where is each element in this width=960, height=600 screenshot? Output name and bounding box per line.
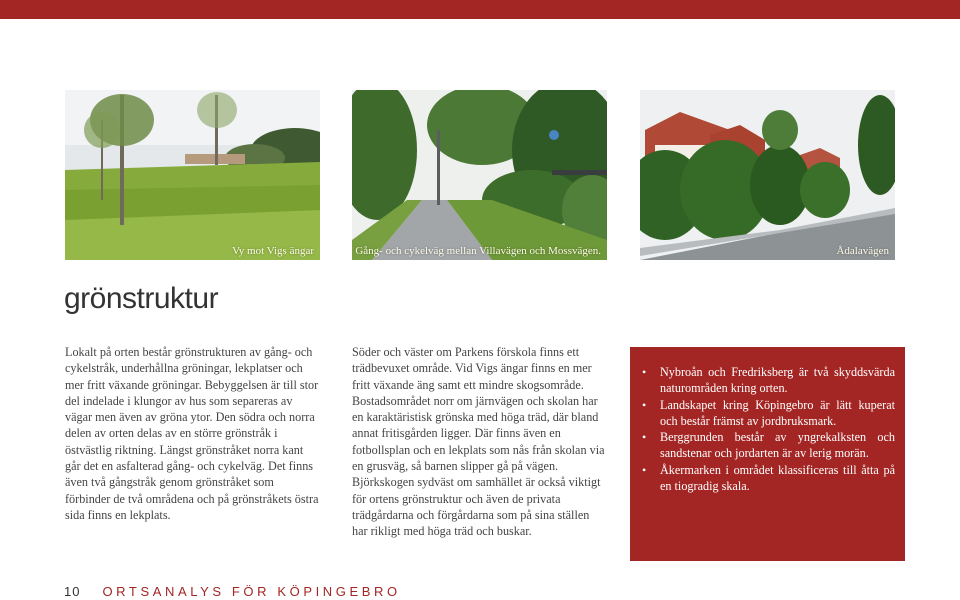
- page-footer: [64, 584, 401, 599]
- facts-item-text: Berggrunden består av yngrekalksten och sandstenar och jordarten är av lerig morän.: [660, 430, 895, 461]
- page-number: 10: [64, 584, 81, 599]
- facts-item-text: Nybroån och Fredriksberg är två skyddsvärda naturområden kring orten.: [660, 365, 895, 396]
- meadow-photo-image: [65, 90, 320, 260]
- path-photo-image: [352, 90, 607, 260]
- photo-caption: Vy mot Vigs ängar: [232, 245, 314, 257]
- facts-list-item: [642, 364, 895, 397]
- body-text-left: Lokalt på orten består grönstrukturen av gång- och cykelstråk, underhållna gröningar, lekplatser och mer fritt växande gröningar. Bebyggelsen är till stor del indelade i klungor av hus som separeras av vägar men även av gröna ytor. Den södra och norra delen av orten delas av en större grönstråk i östvästlig riktning. Längst grönstråket norra kant går det en asfalterad gång- och cykelväg. Det finns även två gångstråk genom grönstråket som förbinder de två områdena och på grönstråkets östra sida finns en lekplats.: [65, 345, 319, 522]
- bullet-icon: •: [642, 365, 647, 379]
- body-text-middle: Söder och väster om Parkens förskola finns ett trädbevuxet område. Vid Vigs ängar finns en mer fritt växande äng samt ett mindre skogsområde. Bostadsområdet norr om järnvägen och skolan har en karaktäristisk grönska med höga träd, där bland annat fritisgården ligger. Där finns även en fotbollsplan och en lekplats som nås från skolan via en grusväg, så barnen slipper gå på vägen. Björkskogen sydväst om samhället är också viktigt för ortens grönstruktur och även de privata trädgårdarna och förgårdarna som på sina ställen har rikligt med höga träd och buskar.: [352, 345, 605, 539]
- photo-gang-cykelvag: [352, 90, 607, 260]
- photo-caption: Ådalavägen: [836, 245, 889, 257]
- top-accent-bar: [0, 0, 960, 19]
- facts-list-item: [642, 397, 895, 430]
- facts-item-text: Landskapet kring Köpingebro är lätt kuperat och består främst av jordbruksmark.: [660, 397, 895, 428]
- bullet-icon: •: [642, 397, 647, 412]
- photo-adalavagen: [640, 90, 895, 260]
- photo-vigs-angar: [65, 90, 320, 260]
- facts-list-item: [642, 429, 895, 462]
- street-photo-image: [640, 90, 895, 260]
- bullet-icon: •: [642, 430, 647, 445]
- photo-caption: Gång- och cykelväg mellan Villavägen och Mossvägen.: [355, 245, 601, 257]
- facts-list-item: [642, 462, 895, 495]
- document-title: ORTSANALYS FÖR KÖPINGEBRO: [102, 584, 401, 599]
- facts-list: [642, 364, 895, 494]
- bullet-icon: •: [642, 462, 647, 477]
- section-heading: grönstruktur: [64, 282, 219, 315]
- facts-item-text: Åkermarken i området klassificeras till åtta på en tiogradig skala.: [660, 462, 895, 494]
- facts-box: [630, 347, 905, 561]
